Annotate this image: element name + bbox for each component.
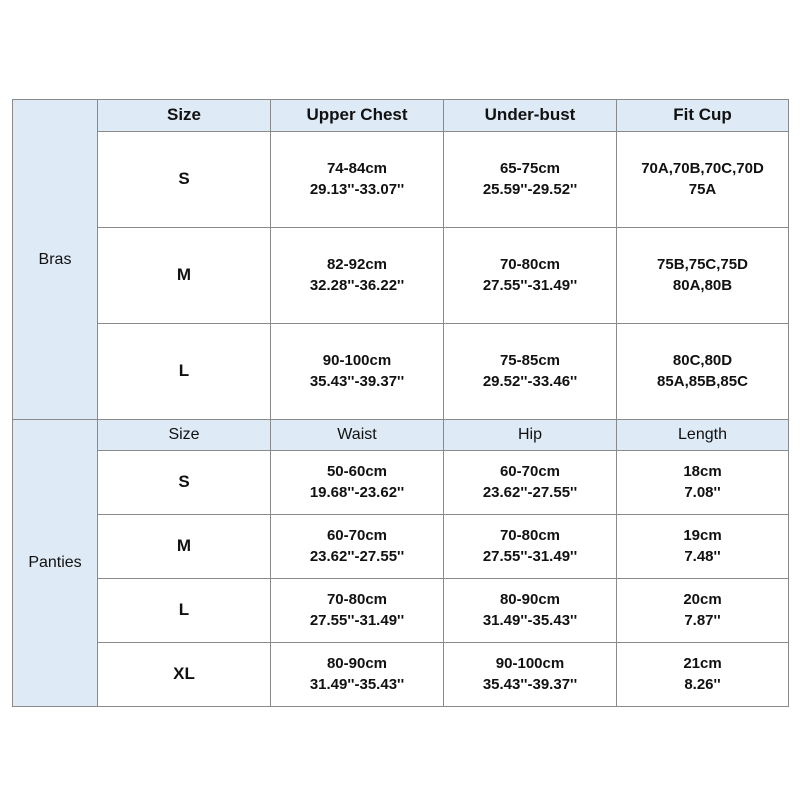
bras-header-under-bust: Under-bust — [444, 100, 617, 132]
size-chart-table — [12, 99, 789, 707]
size-cell: L — [98, 579, 271, 643]
length-cell: 20cm 7.87'' — [617, 579, 789, 643]
hip-cell: 70-80cm 27.55''-31.49'' — [444, 515, 617, 579]
size-cell: M — [98, 228, 271, 324]
table-row — [13, 643, 789, 707]
panties-header-size: Size — [98, 420, 271, 451]
upper-chest-cell: 82-92cm 32.28''-36.22'' — [271, 228, 444, 324]
bras-header-row — [13, 100, 789, 132]
waist-cell: 80-90cm 31.49''-35.43'' — [271, 643, 444, 707]
table-row — [13, 132, 789, 228]
upper-chest-cell: 90-100cm 35.43''-39.37'' — [271, 324, 444, 420]
panties-category-label: Panties — [13, 420, 98, 707]
panties-header-row — [13, 420, 789, 451]
panties-header-hip: Hip — [444, 420, 617, 451]
size-cell: S — [98, 451, 271, 515]
bras-header-size: Size — [98, 100, 271, 132]
table-row — [13, 324, 789, 420]
waist-cell: 60-70cm 23.62''-27.55'' — [271, 515, 444, 579]
table-row — [13, 515, 789, 579]
table-row — [13, 579, 789, 643]
table-row — [13, 451, 789, 515]
length-cell: 19cm 7.48'' — [617, 515, 789, 579]
size-cell: S — [98, 132, 271, 228]
hip-cell: 90-100cm 35.43''-39.37'' — [444, 643, 617, 707]
under-bust-cell: 75-85cm 29.52''-33.46'' — [444, 324, 617, 420]
hip-cell: 60-70cm 23.62''-27.55'' — [444, 451, 617, 515]
hip-cell: 80-90cm 31.49''-35.43'' — [444, 579, 617, 643]
waist-cell: 70-80cm 27.55''-31.49'' — [271, 579, 444, 643]
size-cell: M — [98, 515, 271, 579]
fit-cup-cell: 75B,75C,75D 80A,80B — [617, 228, 789, 324]
bras-header-fit-cup: Fit Cup — [617, 100, 789, 132]
panties-header-length: Length — [617, 420, 789, 451]
fit-cup-cell: 70A,70B,70C,70D 75A — [617, 132, 789, 228]
table-row — [13, 228, 789, 324]
panties-header-waist: Waist — [271, 420, 444, 451]
fit-cup-cell: 80C,80D 85A,85B,85C — [617, 324, 789, 420]
length-cell: 18cm 7.08'' — [617, 451, 789, 515]
bras-category-label: Bras — [13, 100, 98, 420]
size-cell: XL — [98, 643, 271, 707]
size-cell: L — [98, 324, 271, 420]
length-cell: 21cm 8.26'' — [617, 643, 789, 707]
bras-header-upper-chest: Upper Chest — [271, 100, 444, 132]
under-bust-cell: 65-75cm 25.59''-29.52'' — [444, 132, 617, 228]
waist-cell: 50-60cm 19.68''-23.62'' — [271, 451, 444, 515]
upper-chest-cell: 74-84cm 29.13''-33.07'' — [271, 132, 444, 228]
under-bust-cell: 70-80cm 27.55''-31.49'' — [444, 228, 617, 324]
